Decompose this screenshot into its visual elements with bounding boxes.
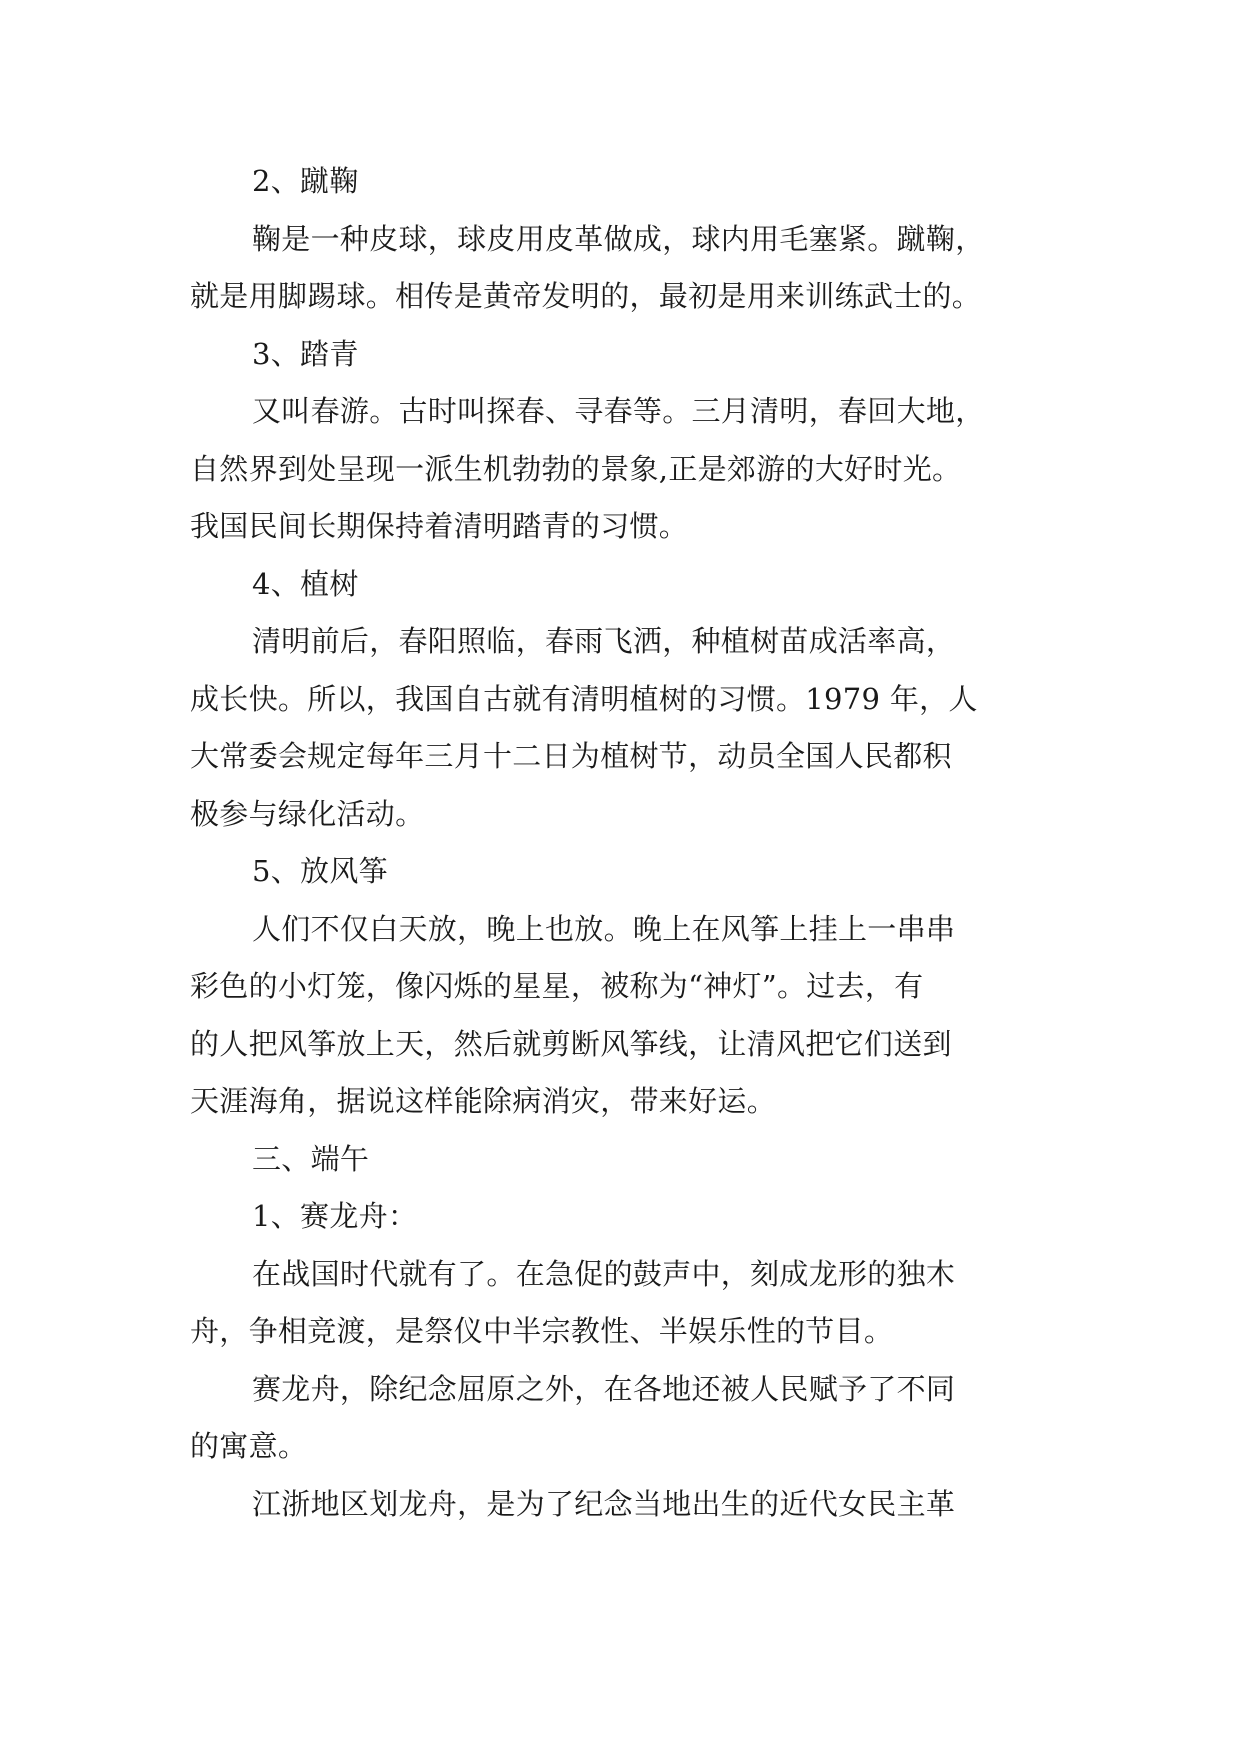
document-body: [190, 153, 1060, 1533]
section-heading-zhishu: 4、植树: [252, 566, 359, 601]
section-heading-longzhou: 1、赛龙舟：: [252, 1199, 418, 1233]
paragraph-line: 江浙地区划龙舟，是为了纪念当地出生的近代女民主革: [252, 1486, 956, 1521]
paragraph-line: 清明前后，春阳照临，春雨飞洒，种植树苗成活率高，: [252, 624, 956, 658]
section-heading-taqing: 3、踏青: [252, 336, 359, 371]
section-heading-fengzheng: 5、放风筝: [252, 854, 388, 888]
paragraph-line: 鞠是一种皮球，球皮用皮革做成，球内用毛塞紧。蹴鞠，: [252, 221, 985, 256]
paragraph-line: 舟，争相竞渡，是祭仪中半宗教性、半娱乐性的节目。: [190, 1314, 894, 1348]
section-heading-cuju: 2、蹴鞠: [252, 164, 359, 198]
paragraph-line: 大常委会规定每年三月十二日为植树节，动员全国人民都积: [190, 739, 952, 773]
paragraph-line: 赛龙舟，除纪念屈原之外，在各地还被人民赋予了不同: [252, 1371, 956, 1406]
paragraph-line: 彩色的小灯笼，像闪烁的星星，被称为“神灯”。过去，有: [190, 969, 924, 1003]
paragraph-line: 又叫春游。古时叫探春、寻春等。三月清明，春回大地，: [252, 394, 985, 428]
paragraph-line: 成长快。所以，我国自古就有清明植树的习惯。1979 年，人: [190, 681, 978, 716]
paragraph-line: 在战国时代就有了。在急促的鼓声中，刻成龙形的独木: [252, 1256, 956, 1291]
paragraph-line: 的寓意。: [190, 1429, 308, 1463]
paragraph-line: 我国民间长期保持着清明踏青的习惯。: [190, 509, 689, 543]
paragraph-line: 人们不仅白天放，晚上也放。晚上在风筝上挂上一串串: [252, 911, 956, 946]
paragraph-line: 极参与绿化活动。: [190, 796, 425, 831]
paragraph-line: 的人把风筝放上天，然后就剪断风筝线，让清风把它们送到: [190, 1026, 952, 1061]
paragraph-line: 自然界到处呈现一派生机勃勃的景象,正是郊游的大好时光。: [190, 451, 962, 486]
paragraph-line: 天涯海角，据说这样能除病消灾，带来好运。: [190, 1084, 777, 1118]
chapter-heading-duanwu: 三、端午: [252, 1141, 370, 1176]
paragraph-line: 就是用脚踢球。相传是黄帝发明的，最初是用来训练武士的。: [190, 279, 982, 313]
